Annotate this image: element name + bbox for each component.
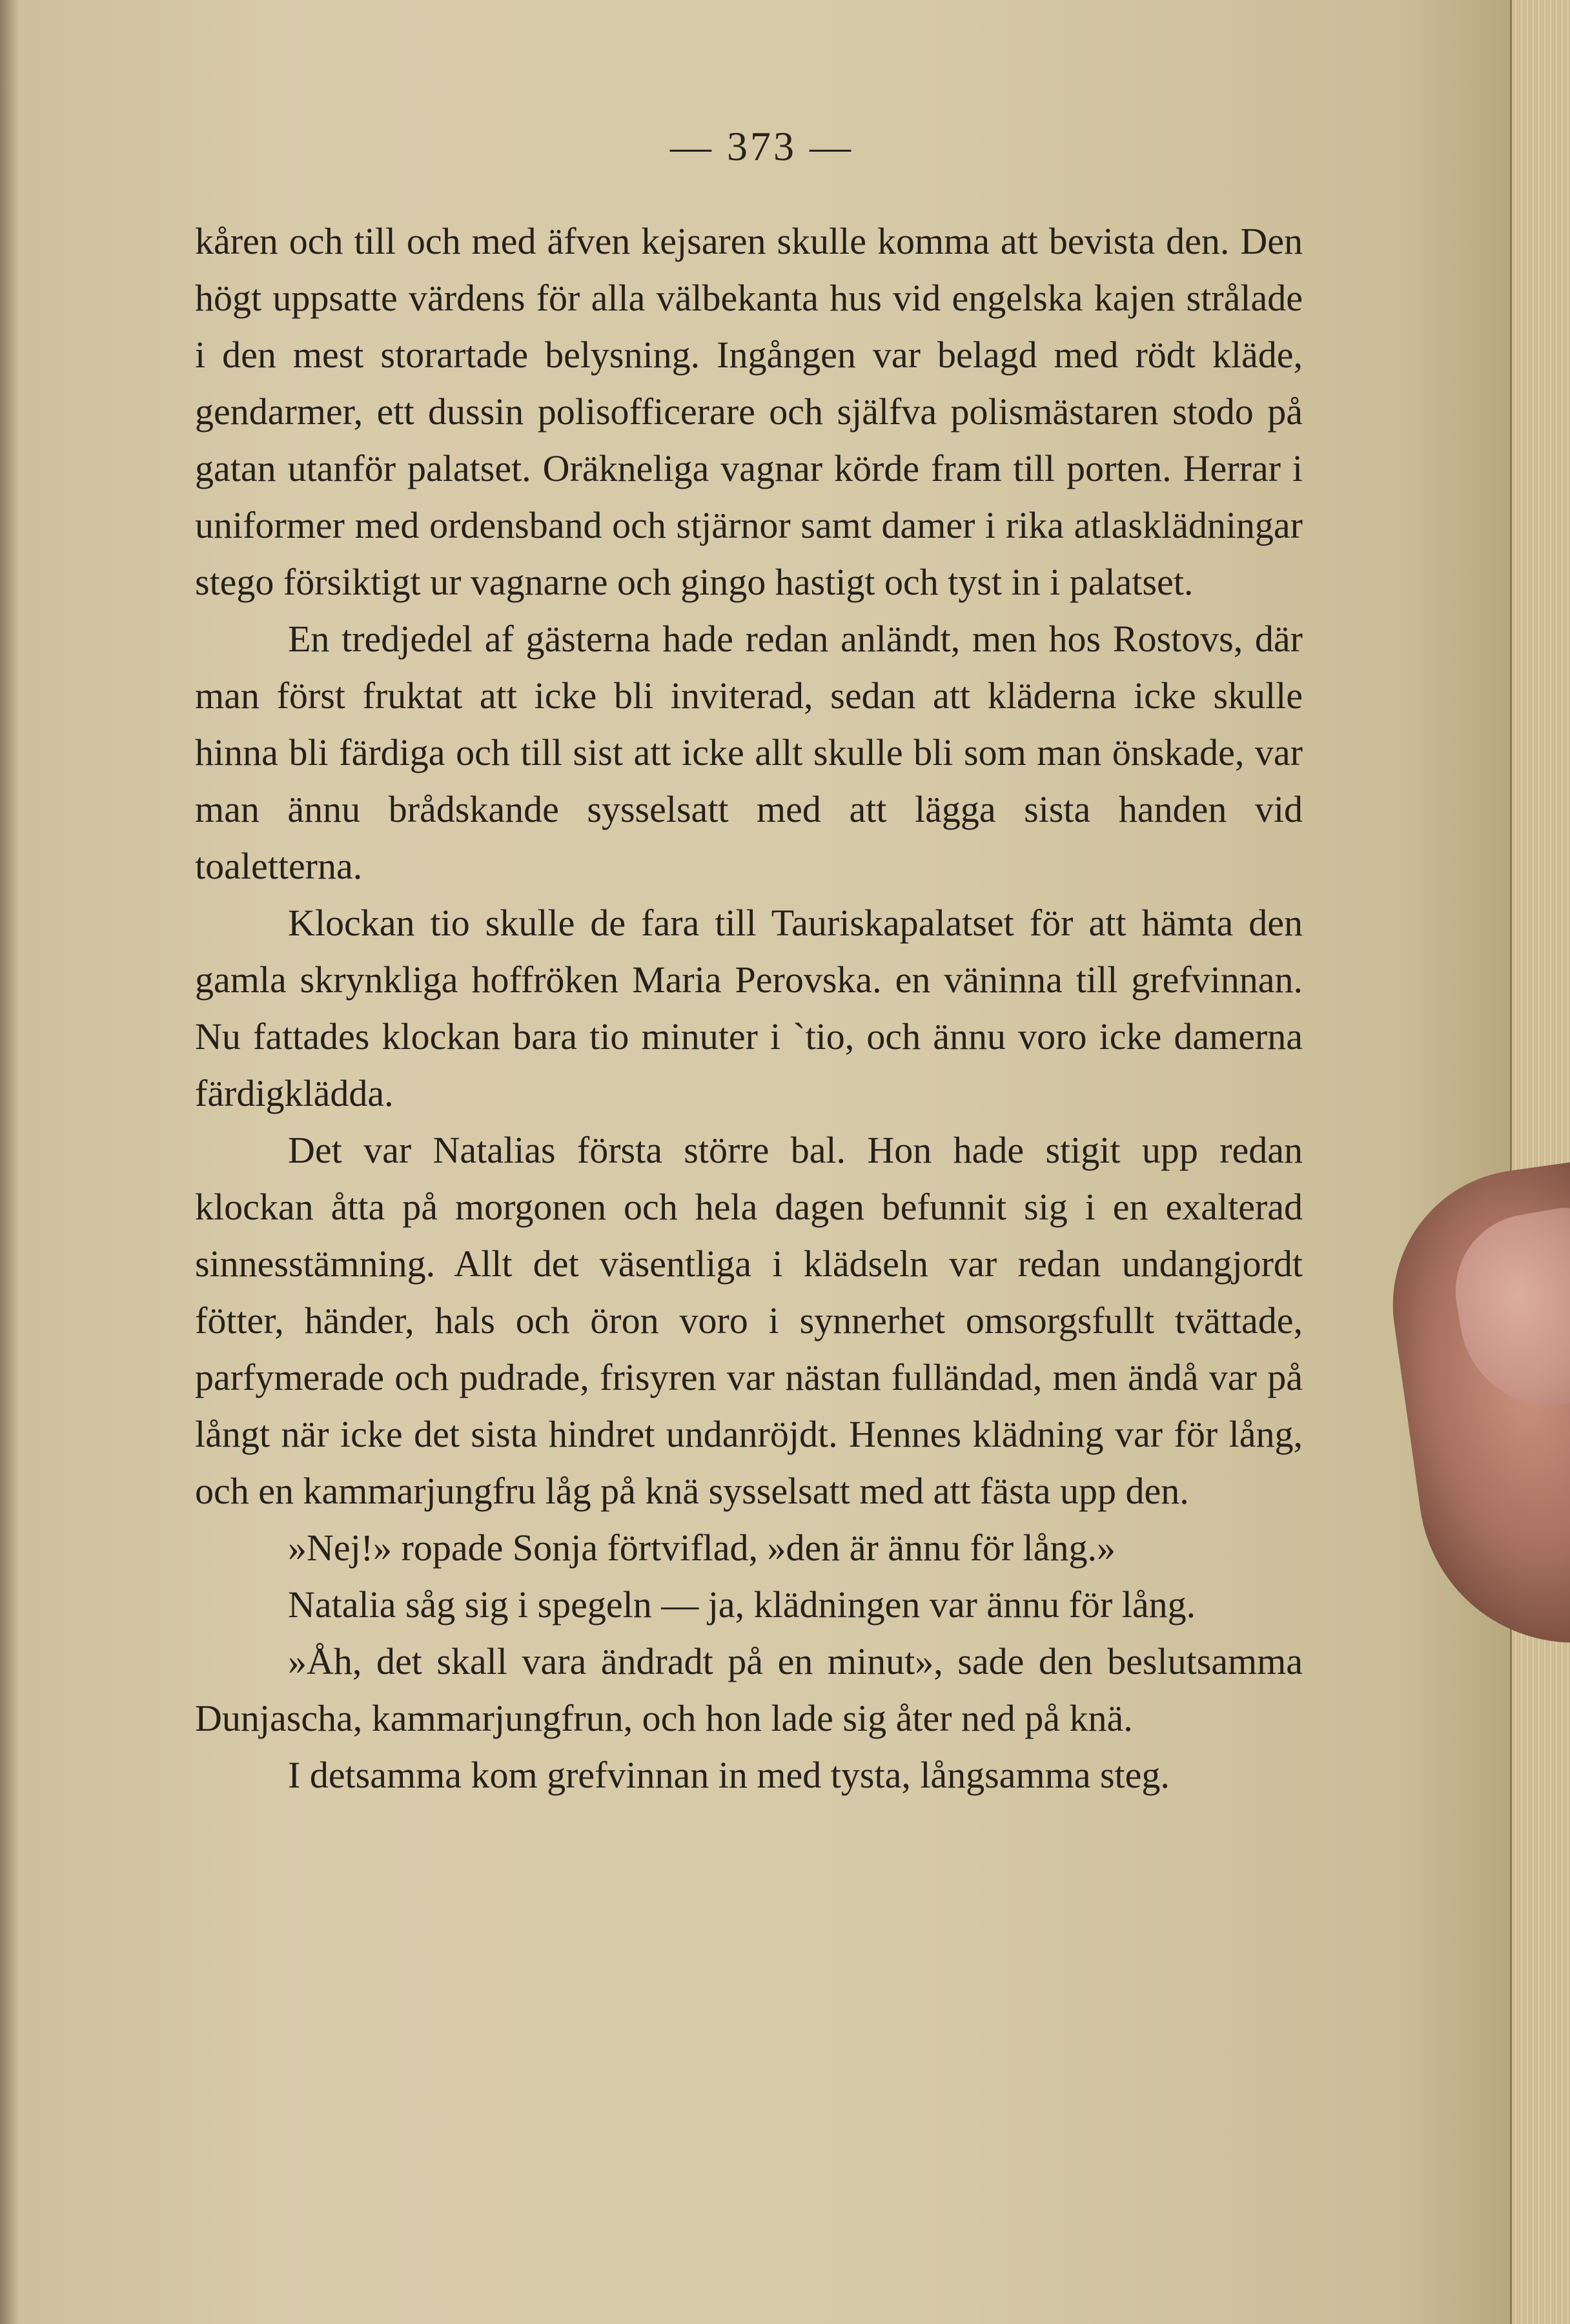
paragraph: Natalia såg sig i spegeln — ja, klädningen var ännu för lång.	[288, 1584, 1196, 1626]
paragraph: »Nej!» ropade Sonja förtviflad, »den är ännu för lång.»	[288, 1527, 1116, 1569]
page-edges	[1510, 0, 1570, 2324]
page-number: — 373 —	[670, 123, 853, 169]
paragraph: »Åh, det skall vara ändradt på en minut», sade den beslutsamma Dunjascha, kammarjungfrun, och hon lade sig åter ned på knä.	[195, 1640, 1303, 1739]
page-gutter-shadow	[0, 0, 19, 2324]
paragraph: En tredjedel af gästerna hade redan anländt, men hos Rostovs, där man först fruktat att icke bli inviterad, sedan att kläderna icke skulle hinna bli färdiga och till sist att icke allt skulle bli som man önskade, var man ännu brådskande sysselsatt med att lägga sista handen vid toaletterna.	[195, 618, 1303, 887]
paragraph: I detsamma kom grefvinnan in med tysta, långsamma steg.	[288, 1754, 1170, 1796]
page-body-text	[195, 213, 1303, 1804]
paragraph: Det var Natalias första större bal. Hon hade stigit upp redan klockan åtta på morgonen och hela dagen befunnit sig i en exalterad sinnesstämning. Allt det väsentliga i klädseln var redan undangjordt fötter, händer, hals och öron voro i synnerhet omsorgsfullt tvättade, parfymerade och pudrade, frisyren var nästan fulländad, men ändå var på långt när icke det sista hindret undanröjdt. Hennes klädning var för lång, och en kammarjungfru låg på knä sysselsatt med att fästa upp den.	[195, 1129, 1303, 1512]
paragraph: Klockan tio skulle de fara till Tauriskapalatset för att hämta den gamla skrynkliga hoffröken Maria Perovska. en väninna till grefvinnan. Nu fattades klockan bara tio minuter i `tio, och ännu voro icke damerna färdigklädda.	[195, 902, 1303, 1114]
paragraph: kåren och till och med äfven kejsaren skulle komma att bevista den. Den högt uppsatte värdens för alla välbekanta hus vid engelska kajen strålade i den mest storartade belysning. Ingången var belagd med rödt kläde, gendarmer, ett dussin polisofficerare och själfva polismästaren stodo på gatan utanför palatset. Oräkneliga vagnar körde fram till porten. Herrar i uniformer med ordensband och stjärnor samt damer i rika atlasklädningar stego försiktigt ur vagnarne och gingo hastigt och tyst in i palatset.	[195, 220, 1303, 603]
